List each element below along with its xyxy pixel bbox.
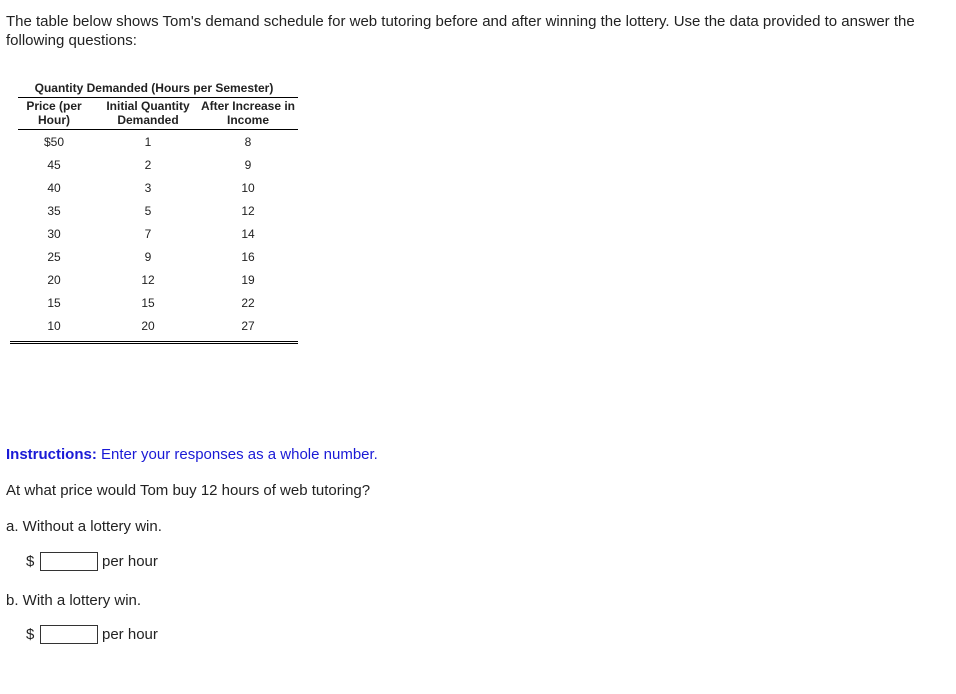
instructions-label: Instructions: [6,446,97,463]
instructions [6,446,378,463]
cell-after-increase: 14 [241,226,255,241]
cell-initial-quantity: 12 [141,272,155,287]
cell-price: 35 [47,203,61,218]
header-price: Price (per Hour) [26,99,82,127]
demand-table [10,80,298,344]
table-header-row [10,98,298,129]
cell-price: 40 [47,180,61,195]
header-after-increase: After Increase in Income [200,99,296,127]
cell-initial-quantity: 5 [144,203,152,218]
cell-initial-quantity: 3 [144,180,152,195]
cell-after-increase: 9 [244,157,252,172]
table-row [10,268,298,291]
table-row [10,245,298,268]
part-b-label: b. With a lottery win. [6,592,142,609]
cell-after-increase: 8 [244,134,252,149]
table-row [10,222,298,245]
part-b-price-input[interactable] [40,625,98,644]
table-row [10,291,298,314]
cell-initial-quantity: 7 [144,226,152,241]
cell-initial-quantity: 20 [141,318,155,333]
cell-after-increase: 19 [241,272,255,287]
cell-after-increase: 10 [241,180,255,195]
cell-initial-quantity: 9 [144,249,152,264]
table-row [10,199,298,222]
cell-after-increase: 12 [241,203,255,218]
cell-initial-quantity: 15 [141,295,155,310]
cell-initial-quantity: 1 [144,134,152,149]
table-title: Quantity Demanded (Hours per Semester) [34,81,274,95]
per-hour-label: per hour [102,553,158,570]
cell-price: 45 [47,157,61,172]
instructions-text: Enter your responses as a whole number. [101,446,378,463]
table-bottom-rule [10,341,298,344]
table-row [10,153,298,176]
table-row [10,130,298,153]
header-initial-quantity: Initial Quantity Demanded [106,99,190,127]
cell-price: 10 [47,318,61,333]
cell-price: 25 [47,249,61,264]
dollar-sign: $ [26,553,35,570]
question-text: At what price would Tom buy 12 hours of web tutoring? [6,482,371,499]
part-a-label: a. Without a lottery win. [6,518,162,535]
table-row [10,314,298,337]
cell-price: 15 [47,295,61,310]
cell-after-increase: 22 [241,295,255,310]
part-b-answer [26,625,158,644]
cell-price: $50 [43,134,65,149]
dollar-sign: $ [26,626,35,643]
cell-after-increase: 16 [241,249,255,264]
table-body [18,129,298,337]
part-a-answer [26,552,158,571]
cell-price: 20 [47,272,61,287]
table-row [10,176,298,199]
cell-initial-quantity: 2 [144,157,152,172]
cell-after-increase: 27 [241,318,255,333]
cell-price: 30 [47,226,61,241]
part-a-price-input[interactable] [40,552,98,571]
intro-text: The table below shows Tom's demand schedule for web tutoring before and after winning the lottery. Use the data provided to answer the following questions: [6,13,915,49]
per-hour-label: per hour [102,626,158,643]
